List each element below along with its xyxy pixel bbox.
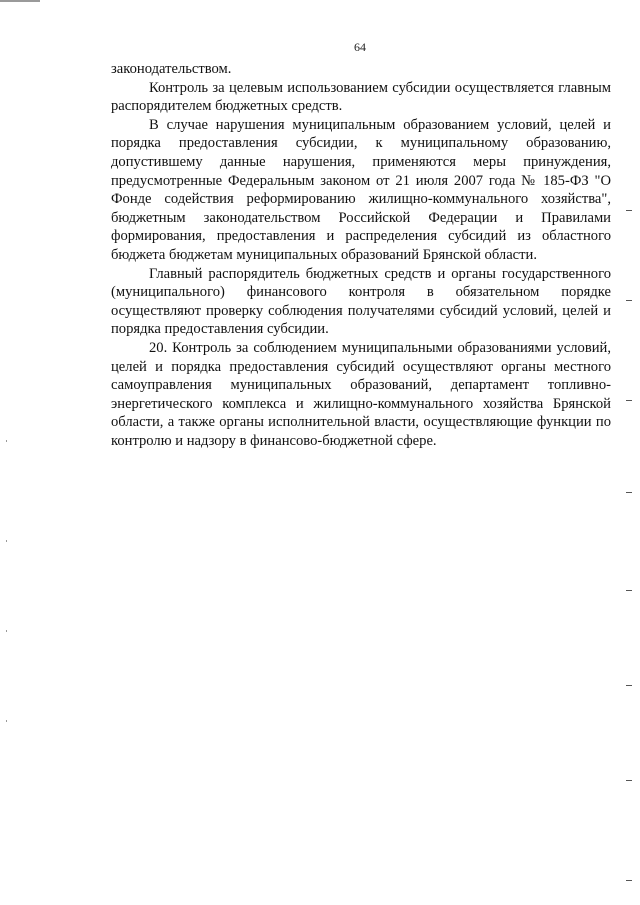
scan-edge-mark [626,492,632,493]
document-body [111,60,611,450]
scan-edge-mark [626,685,632,686]
scan-edge-mark [626,590,632,591]
paragraph-3: В случае нарушения муниципальным образованием условий, целей и порядка предоставления субсидии, к муниципальному образованию, допустившему данные нарушения, применяются меры принуждения, предусмотренные Федеральным законом от 21 июля 2007 года № 185-ФЗ "О Фонде содействия реформированию жилищно-коммунального хозяйства", бюджетным законодательством Российской Федерации и Правилами формирования, предоставления и распределения субсидий из областного бюджета бюджетам муниципальных образований Брянской области. [111,116,611,263]
scan-edge-dot [6,540,7,542]
scan-edge-mark [626,300,632,301]
scan-edge-dot [6,440,7,442]
paragraph-5: 20. Контроль за соблюдением муниципальными образованиями условий, целей и порядка предоставления субсидий осуществляют органы местного самоуправления муниципальных образований, департамент топливно-энергетического комплекса и жилищно-коммунального хозяйства Брянской области, а также органы исполнительной власти, осуществляющие функции по контролю и надзору в финансово-бюджетной сфере. [111,339,611,449]
page-number: 64 [354,40,366,54]
paragraph-4: Главный распорядитель бюджетных средств и органы государственного (муниципального) финансового контроля в обязательном порядке осуществляют проверку соблюдения получателями субсидий условий, целей и порядка предоставления субсидии. [111,265,611,338]
paragraph-1: законодательством. [111,61,232,77]
scan-edge-mark [626,210,632,211]
scan-edge-mark [626,780,632,781]
scan-edge-dot [6,630,7,632]
scan-edge-mark [626,880,632,881]
scan-corner-mark [0,0,40,2]
paragraph-2: Контроль за целевым использованием субсидии осуществляется главным распорядителем бюджетных средств. [111,79,611,115]
scan-edge-dot [6,720,7,722]
scan-edge-mark [626,400,632,401]
